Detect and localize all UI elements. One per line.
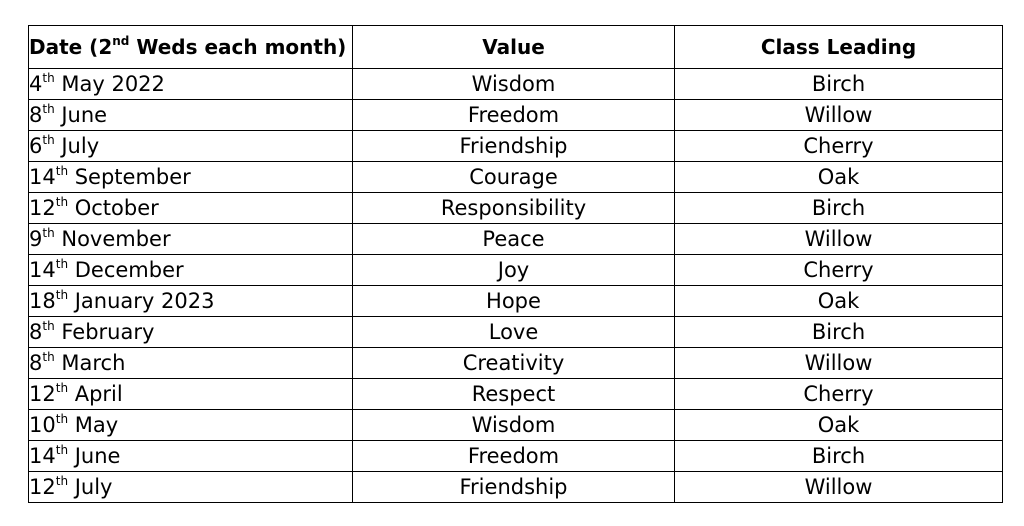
date-day: 14 — [29, 258, 56, 282]
values-schedule-table — [28, 25, 1003, 503]
cell-date — [29, 162, 353, 193]
cell-value: Responsibility — [353, 193, 675, 224]
cell-value: Joy — [353, 255, 675, 286]
table-row — [29, 193, 1003, 224]
cell-value: Wisdom — [353, 410, 675, 441]
date-ordinal-suffix: th — [42, 319, 55, 333]
date-day: 4 — [29, 72, 43, 96]
date-month-year: December — [68, 258, 184, 282]
cell-date — [29, 410, 353, 441]
cell-date — [29, 131, 353, 162]
cell-date — [29, 224, 353, 255]
date-month-year: September — [68, 165, 191, 189]
cell-value: Friendship — [353, 131, 675, 162]
cell-class-leading: Birch — [675, 317, 1003, 348]
date-ordinal-suffix: th — [55, 164, 69, 178]
cell-class-leading: Willow — [675, 224, 1003, 255]
cell-value: Love — [353, 317, 675, 348]
table-header — [29, 26, 1003, 69]
date-day: 12 — [29, 382, 56, 406]
date-ordinal-suffix: th — [42, 71, 55, 85]
table-row — [29, 410, 1003, 441]
date-month-year: June — [68, 444, 121, 468]
table-row — [29, 224, 1003, 255]
table-row — [29, 162, 1003, 193]
cell-value: Friendship — [353, 472, 675, 503]
date-ordinal-suffix: th — [55, 257, 69, 271]
header-date-suffix: Weds each month) — [129, 35, 347, 59]
date-month-year: February — [54, 320, 155, 344]
cell-date — [29, 348, 353, 379]
cell-value: Courage — [353, 162, 675, 193]
cell-class-leading: Birch — [675, 69, 1003, 100]
cell-date — [29, 286, 353, 317]
table-row — [29, 131, 1003, 162]
cell-value: Wisdom — [353, 69, 675, 100]
date-month-year: March — [54, 351, 126, 375]
table-row — [29, 472, 1003, 503]
date-ordinal-suffix: th — [42, 133, 55, 147]
header-row — [29, 26, 1003, 69]
date-ordinal-suffix: th — [42, 350, 55, 364]
table-row — [29, 441, 1003, 472]
date-day: 6 — [29, 134, 43, 158]
date-day: 8 — [29, 320, 43, 344]
date-month-year: May — [68, 413, 119, 437]
table-row — [29, 69, 1003, 100]
cell-class-leading: Cherry — [675, 255, 1003, 286]
cell-class-leading: Willow — [675, 100, 1003, 131]
date-day: 12 — [29, 475, 56, 499]
date-day: 14 — [29, 165, 56, 189]
header-date-sup: nd — [112, 34, 130, 48]
cell-class-leading: Birch — [675, 441, 1003, 472]
cell-date — [29, 379, 353, 410]
date-month-year: June — [54, 103, 108, 127]
header-class-leading: Class Leading — [675, 26, 1003, 69]
date-day: 9 — [29, 227, 43, 251]
cell-date — [29, 441, 353, 472]
date-month-year: April — [68, 382, 123, 406]
date-ordinal-suffix: th — [55, 443, 69, 457]
table-row — [29, 317, 1003, 348]
table-row — [29, 255, 1003, 286]
header-value: Value — [353, 26, 675, 69]
date-ordinal-suffix: th — [42, 102, 55, 116]
date-month-year: November — [54, 227, 171, 251]
date-ordinal-suffix: th — [55, 381, 69, 395]
cell-value: Hope — [353, 286, 675, 317]
table-row — [29, 100, 1003, 131]
cell-class-leading: Oak — [675, 286, 1003, 317]
date-month-year: July — [68, 475, 113, 499]
cell-class-leading: Oak — [675, 162, 1003, 193]
date-month-year: October — [68, 196, 159, 220]
date-ordinal-suffix: th — [42, 226, 55, 240]
cell-value: Peace — [353, 224, 675, 255]
cell-date — [29, 472, 353, 503]
date-day: 12 — [29, 196, 56, 220]
cell-date — [29, 100, 353, 131]
date-month-year: May 2022 — [54, 72, 165, 96]
date-day: 18 — [29, 289, 56, 313]
cell-date — [29, 193, 353, 224]
date-ordinal-suffix: th — [55, 195, 69, 209]
cell-date — [29, 69, 353, 100]
table-row — [29, 348, 1003, 379]
date-day: 8 — [29, 103, 43, 127]
cell-value: Freedom — [353, 100, 675, 131]
header-date-prefix: Date (2 — [29, 35, 113, 59]
cell-date — [29, 317, 353, 348]
cell-class-leading: Willow — [675, 348, 1003, 379]
table-row — [29, 379, 1003, 410]
cell-value: Creativity — [353, 348, 675, 379]
cell-date — [29, 255, 353, 286]
cell-class-leading: Cherry — [675, 379, 1003, 410]
date-ordinal-suffix: th — [55, 474, 69, 488]
table-body — [29, 69, 1003, 503]
date-ordinal-suffix: th — [55, 412, 69, 426]
date-day: 10 — [29, 413, 56, 437]
cell-class-leading: Willow — [675, 472, 1003, 503]
cell-value: Respect — [353, 379, 675, 410]
date-month-year: July — [54, 134, 100, 158]
date-ordinal-suffix: th — [55, 288, 69, 302]
cell-class-leading: Oak — [675, 410, 1003, 441]
date-day: 14 — [29, 444, 56, 468]
cell-value: Freedom — [353, 441, 675, 472]
header-date — [29, 26, 353, 69]
table-row — [29, 286, 1003, 317]
date-day: 8 — [29, 351, 43, 375]
cell-class-leading: Birch — [675, 193, 1003, 224]
cell-class-leading: Cherry — [675, 131, 1003, 162]
date-month-year: January 2023 — [68, 289, 215, 313]
